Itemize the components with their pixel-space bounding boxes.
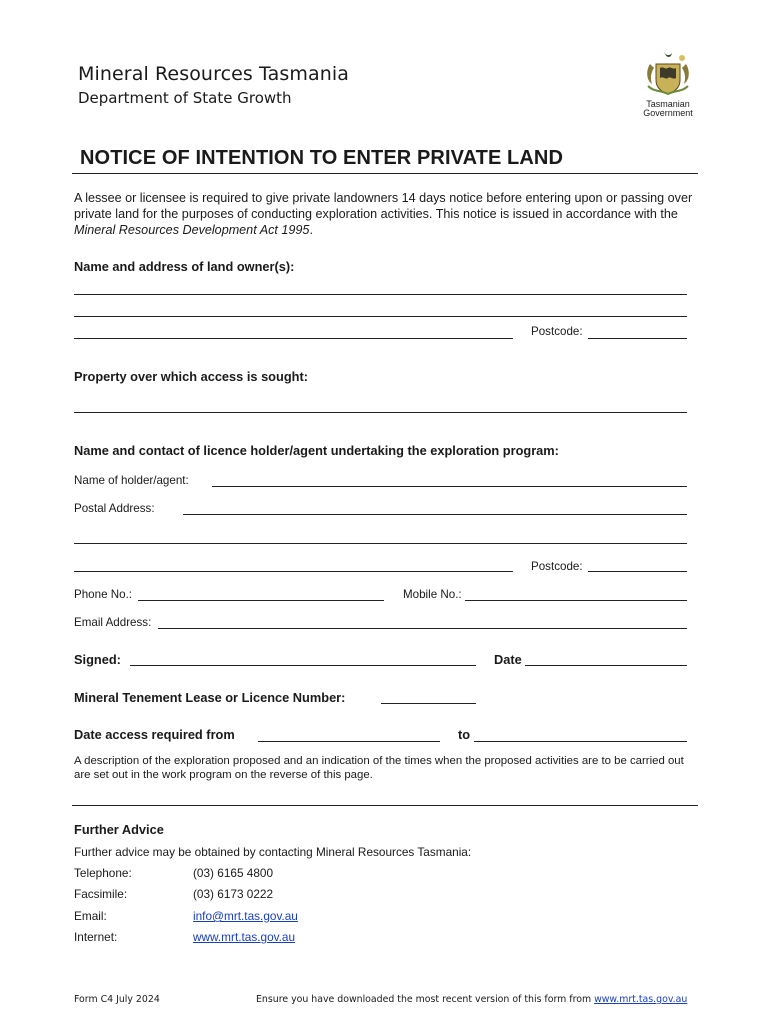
mobile-label: Mobile No.: (403, 588, 462, 601)
mobile-field[interactable] (465, 600, 687, 601)
holder-name-field[interactable] (212, 486, 687, 487)
owner-heading: Name and address of land owner(s): (74, 259, 295, 274)
telephone-value: (03) 6165 4800 (193, 866, 274, 880)
internet-link[interactable]: www.mrt.tas.gov.au (193, 930, 296, 944)
date-label: Date (494, 652, 522, 667)
access-from-label: Date access required from (74, 727, 235, 742)
facsimile-value: (03) 6173 0222 (193, 887, 274, 901)
phone-field[interactable] (138, 600, 384, 601)
access-from-field[interactable] (258, 741, 440, 742)
signed-field[interactable] (130, 665, 476, 666)
intro-text-end: . (309, 223, 313, 237)
form-id: Form C4 July 2024 (74, 994, 160, 1005)
further-advice-heading: Further Advice (74, 822, 164, 837)
owner-postcode-field[interactable] (588, 338, 687, 339)
access-to-label: to (458, 727, 471, 742)
owner-line-2[interactable] (74, 316, 687, 317)
date-field[interactable] (525, 665, 687, 666)
postal-address-label: Postal Address: (74, 502, 155, 515)
logo-text-line1: Tasmanian (646, 99, 690, 109)
email-contact-link[interactable]: info@mrt.tas.gov.au (193, 909, 298, 923)
further-advice-intro: Further advice may be obtained by contacting Mineral Resources Tasmania: (74, 845, 472, 859)
property-line[interactable] (74, 412, 687, 413)
act-name: Mineral Resources Development Act 1995 (74, 223, 310, 237)
holder-heading: Name and contact of licence holder/agent undertaking the exploration program: (74, 443, 559, 458)
email-contact-label: Email: (74, 909, 107, 923)
property-heading: Property over which access is sought: (74, 369, 308, 384)
facsimile-label: Facsimile: (74, 887, 128, 901)
tenement-field[interactable] (381, 703, 476, 704)
access-to-field[interactable] (474, 741, 687, 742)
logo-caption (630, 100, 706, 118)
section-rule (72, 805, 698, 806)
department-name: Department of State Growth (78, 89, 292, 107)
signed-label: Signed: (74, 652, 121, 667)
owner-line-1[interactable] (74, 294, 687, 295)
owner-postcode-label: Postcode: (531, 325, 583, 338)
work-program-description: A description of the exploration proposed and an indication of the times when the proposed activities are to be carried out are set out in the work program on the reverse of this page. (74, 755, 684, 781)
intro-text: A lessee or licensee is required to give private landowners 14 days notice before entering upon or passing over private land for the purposes of conducting exploration activities. This notice is issued in accordance with the (74, 191, 693, 221)
postal-address-field-2[interactable] (74, 543, 687, 544)
holder-name-label: Name of holder/agent: (74, 474, 189, 487)
page-title: NOTICE OF INTENTION TO ENTER PRIVATE LAND (80, 147, 563, 169)
owner-line-3[interactable] (74, 338, 513, 339)
postal-address-field-1[interactable] (183, 514, 687, 515)
phone-label: Phone No.: (74, 588, 133, 601)
title-rule (72, 173, 698, 174)
holder-postcode-label: Postcode: (531, 560, 583, 573)
tenement-label: Mineral Tenement Lease or Licence Number: (74, 690, 346, 705)
email-label: Email Address: (74, 616, 152, 629)
internet-label: Internet: (74, 930, 118, 944)
holder-postcode-field[interactable] (588, 571, 687, 572)
org-name: Mineral Resources Tasmania (78, 63, 349, 85)
postal-address-field-3[interactable] (74, 571, 513, 572)
footer-link[interactable]: www.mrt.tas.gov.au (594, 994, 688, 1005)
logo-text-line2: Government (643, 108, 693, 118)
intro-paragraph (74, 190, 699, 238)
footer-notice (256, 994, 687, 1005)
email-field[interactable] (158, 628, 687, 629)
telephone-label: Telephone: (74, 866, 132, 880)
footer-notice-text: Ensure you have downloaded the most recent version of this form from (256, 994, 595, 1005)
